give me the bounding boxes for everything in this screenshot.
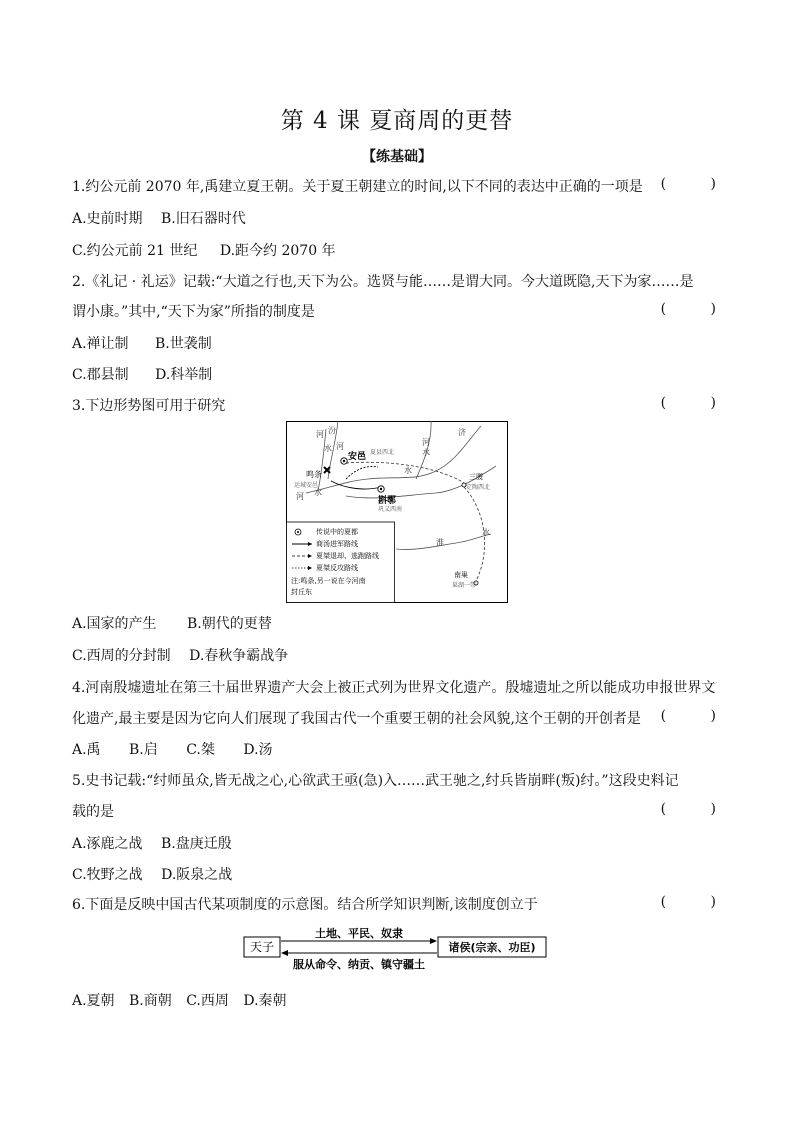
map-label-sanzong-sub: 定陶西北 <box>466 484 491 491</box>
option-b[interactable]: B.世袭制 <box>155 336 212 352</box>
answer-blank-6[interactable]: ( ) <box>660 894 716 910</box>
map-label-zhenxun-sub: 巩义西南 <box>378 506 403 513</box>
option-c[interactable]: C.约公元前 21 世纪 <box>72 243 198 259</box>
option-a[interactable]: A.涿鹿之战 <box>72 836 143 852</box>
legend-tang-advance: 商汤进军路线 <box>316 540 358 548</box>
option-d[interactable]: D.秦朝 <box>243 993 287 1009</box>
question-6-stem: 6.下面是反映中国古代某项制度的示意图。结合所学知识判断,该制度创立于 <box>72 897 538 913</box>
legend-note-line-1: 注:鸣条,另一说在今河南 <box>291 577 366 585</box>
answer-blank-2[interactable]: ( ) <box>660 301 716 317</box>
map-label-anyi: 安邑 <box>348 452 367 462</box>
option-c[interactable]: C.牧野之战 <box>72 867 143 883</box>
label-tianzi: 天子 <box>249 940 275 954</box>
map-label-anyi-sub: 夏县西北 <box>370 449 395 456</box>
option-a[interactable]: A.史前时期 <box>72 211 143 227</box>
question-2-stem-line-2: 谓小康。”其中,“天下为家”所指的制度是 <box>72 304 315 320</box>
question-4-stem-line-1: 4.河南殷墟遗址在第三十届世界遗产大会上被正式列为世界文化遗产。殷墟遗址之所以能成功申报世界文 <box>72 680 716 696</box>
map-label-shui4: 水 <box>482 528 490 537</box>
answer-blank-4[interactable]: ( ) <box>660 708 716 724</box>
question-2-options-row-2 <box>72 364 722 384</box>
label-grant: 土地、平民、奴隶 <box>315 927 403 940</box>
label-zhuhou: 诸侯(宗亲、功臣) <box>448 941 536 954</box>
map-label-he1: 河 <box>316 430 324 439</box>
map-label-fen: 汾 <box>328 426 336 435</box>
question-4-options <box>72 739 722 759</box>
legend-note-line-2: 封丘东 <box>291 588 312 596</box>
question-3-stem: 3.下边形势图可用于研究 <box>72 398 226 414</box>
map-label-shui-east: 水 <box>422 448 430 457</box>
map-label-he-east: 河 <box>422 438 430 447</box>
map-label-nanchao-sub: 巢湖一带 <box>452 582 477 589</box>
legend-jie-counterattack: 夏桀反攻路线 <box>316 564 358 572</box>
map-label-mingtiao: 鸣条 <box>306 470 322 479</box>
option-b[interactable]: B.盘庚迁殷 <box>161 836 232 852</box>
map-label-mingtiao-sub: 运城安邑 <box>294 482 319 489</box>
answer-blank-5[interactable]: ( ) <box>660 801 716 817</box>
legend-xia-capital: 传说中的夏都 <box>316 528 358 536</box>
answer-blank-3[interactable]: ( ) <box>660 395 716 411</box>
question-5-stem-line-1: 5.史书记载:“纣师虽众,皆无战之心,心欲武王亟(急)入……武王驰之,纣兵皆崩畔(叛)纣。”这段史料记 <box>72 773 679 789</box>
label-duty: 服从命令、纳贡、镇守疆土 <box>293 958 425 971</box>
option-a[interactable]: A.夏朝 <box>72 993 115 1009</box>
question-4-stem-line-2: 化遗产,最主要是因为它向人们展现了我国古代一个重要王朝的社会风貌,这个王朝的开创者是 <box>72 711 641 727</box>
question-1-options-row-1 <box>72 208 722 228</box>
map-label-nanchao: 南巢 <box>454 571 468 579</box>
option-c[interactable]: C.西周 <box>186 993 229 1009</box>
map-label-he2: 河 <box>336 442 344 451</box>
question-3-options-row-1 <box>72 613 722 633</box>
option-d[interactable]: D.汤 <box>243 742 273 758</box>
option-d[interactable]: D.科举制 <box>155 367 213 383</box>
option-b[interactable]: B.旧石器时代 <box>161 211 246 227</box>
map-legend <box>287 522 395 603</box>
map-label-sanzong: 三朡 <box>469 473 483 481</box>
answer-blank-1[interactable]: ( ) <box>660 176 716 192</box>
question-2-stem-line-1: 2.《礼记 · 礼运》记载:“大道之行也,天下为公。选贤与能……是谓大同。今大道既隐,天下为家……是 <box>72 274 694 290</box>
xia-shang-war-map <box>286 421 508 603</box>
option-b[interactable]: B.商朝 <box>129 993 172 1009</box>
fengjian-system-diagram <box>243 926 548 972</box>
option-c[interactable]: C.桀 <box>186 742 215 758</box>
question-2-options-row-1 <box>72 333 722 353</box>
section-heading: 【练基础】 <box>362 149 432 165</box>
map-label-huai: 淮 <box>436 538 444 547</box>
option-c[interactable]: C.郡县制 <box>72 367 129 383</box>
legend-jie-retreat: 夏桀退却、逃跑路线 <box>316 552 379 560</box>
option-d[interactable]: D.距今约 2070 年 <box>219 243 336 259</box>
page-title: 第 4 课 夏商周的更替 <box>280 108 514 134</box>
map-label-shui3: 水 <box>404 466 412 475</box>
question-5-options-row-2 <box>72 864 722 884</box>
question-1-options-row-2 <box>72 240 722 260</box>
option-a[interactable]: A.禹 <box>72 742 101 758</box>
option-c[interactable]: C.西周的分封制 <box>72 648 171 664</box>
question-5-stem-line-2: 载的是 <box>72 804 114 820</box>
option-a[interactable]: A.禅让制 <box>72 336 129 352</box>
map-label-ji: 济 <box>458 428 466 437</box>
option-b[interactable]: B.朝代的更替 <box>187 616 272 632</box>
question-6-options <box>72 990 722 1010</box>
map-label-shui1: 水 <box>324 444 332 453</box>
question-5-options-row-1 <box>72 833 722 853</box>
option-a[interactable]: A.国家的产生 <box>72 616 157 632</box>
option-b[interactable]: B.启 <box>129 742 158 758</box>
question-3-options-row-2 <box>72 645 722 665</box>
map-label-zhenxun: 斟鄩 <box>378 496 397 506</box>
option-d[interactable]: D.阪泉之战 <box>161 867 233 883</box>
option-d[interactable]: D.春秋争霸战争 <box>189 648 289 664</box>
question-1-stem: 1.约公元前 2070 年,禹建立夏王朝。关于夏王朝建立的时间,以下不同的表达中正确的一项是 <box>72 179 643 195</box>
map-label-shui2: 水 <box>314 488 322 497</box>
map-label-he3: 河 <box>296 492 304 501</box>
